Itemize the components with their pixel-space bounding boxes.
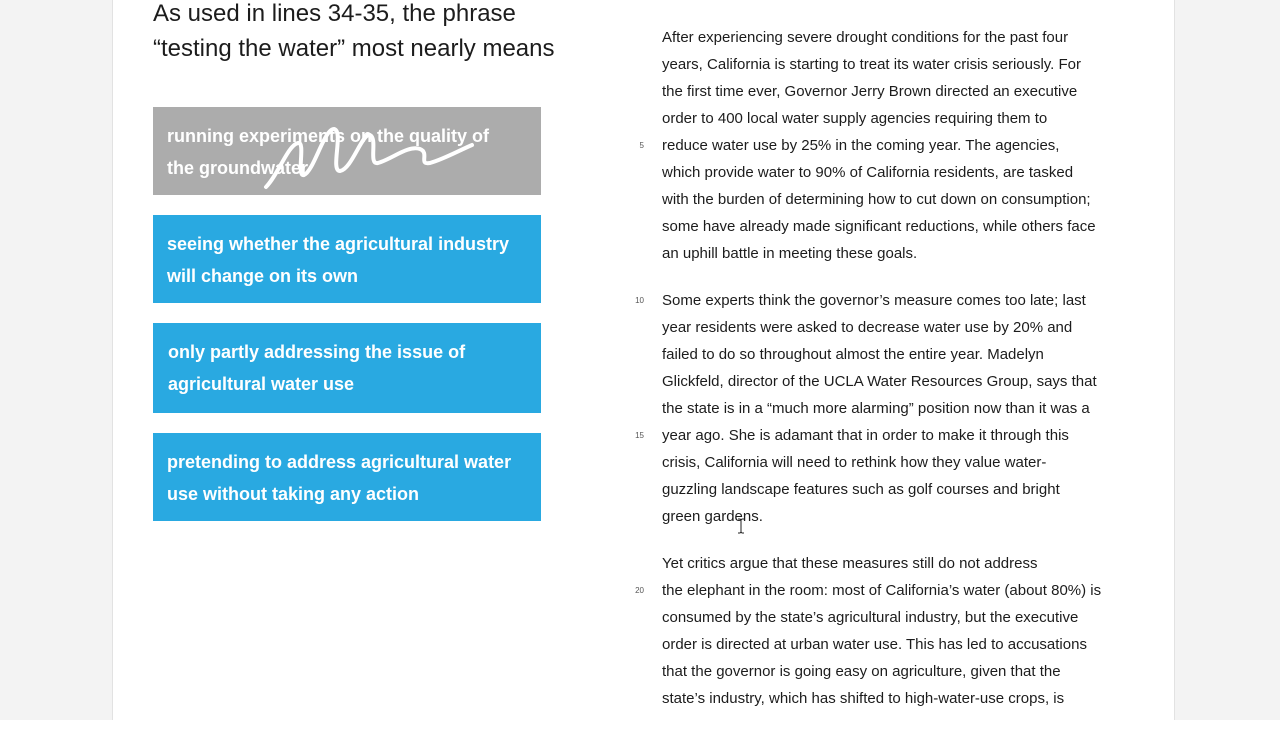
passage-line: that the governor is going easy on agriculture, given that the	[662, 663, 1061, 680]
passage-paragraph-3	[630, 550, 1120, 712]
line-number: 15	[635, 431, 644, 440]
question-prompt	[153, 0, 613, 66]
answer-choice-b-text: seeing whether the agricultural industry will change on its own	[167, 234, 510, 286]
passage-line: an uphill battle in meeting these goals.	[662, 245, 918, 262]
passage-line: Yet critics argue that these measures still do not address	[662, 555, 1038, 572]
answer-choice-b[interactable]	[153, 215, 541, 303]
line-number: 20	[635, 586, 644, 595]
answer-choice-d[interactable]	[153, 433, 541, 521]
passage-line: order is directed at urban water use. This has led to accusations	[662, 636, 1087, 653]
line-number: 5	[639, 141, 644, 150]
passage-line: Glickfeld, director of the UCLA Water Resources Group, says that	[662, 373, 1097, 390]
passage-line: year residents were asked to decrease water use by 20% and	[662, 319, 1073, 336]
answer-choice-c[interactable]	[153, 323, 541, 413]
passage-paragraph-2	[630, 287, 1120, 530]
answer-choice-c-text: only partly addressing the issue of agricultural water use	[168, 342, 466, 394]
passage-line: After experiencing severe drought conditions for the past four	[662, 29, 1069, 46]
answer-choice-d-text: pretending to address agricultural water use without taking any action	[167, 452, 512, 504]
passage-line: 10 Some experts think the governor’s measure comes too late; last	[630, 287, 1120, 314]
passage-line: order to 400 local water supply agencies requiring them to	[662, 110, 1048, 127]
text-cursor-icon	[737, 518, 745, 534]
passage-line: with the burden of determining how to cut down on consumption;	[662, 191, 1091, 208]
scribble-cross-out-icon	[258, 115, 478, 195]
passage-line: the state is in a “much more alarming” position now than it was a	[662, 400, 1090, 417]
reading-passage	[630, 24, 1120, 732]
passage-line: guzzling landscape features such as golf courses and bright	[662, 481, 1060, 498]
passage-line: failed to do so throughout almost the entire year. Madelyn	[662, 346, 1044, 363]
passage-paragraph-1	[630, 24, 1120, 267]
passage-line: some have already made significant reductions, while others face	[662, 218, 1096, 235]
answer-choice-a-text: running experiments on the quality of the groundwater	[167, 126, 490, 178]
passage-line: 15 year ago. She is adamant that in order to make it through this	[630, 422, 1120, 449]
passage-line: state’s industry, which has shifted to high-water-use crops, is	[662, 690, 1065, 707]
line-number: 10	[635, 296, 644, 305]
question-line-1: As used in lines 34-35, the phrase	[153, 0, 516, 27]
passage-line: 20 the elephant in the room: most of California’s water (about 80%) is	[630, 577, 1120, 604]
passage-line: the first time ever, Governor Jerry Brown directed an executive	[662, 83, 1078, 100]
passage-line: 5 reduce water use by 25% in the coming year. The agencies,	[630, 132, 1120, 159]
passage-line: consumed by the state’s agricultural industry, but the executive	[662, 609, 1079, 626]
passage-line: years, California is starting to treat its water crisis seriously. For	[662, 56, 1082, 73]
answer-choice-a[interactable]	[153, 107, 541, 195]
question-line-2: “testing the water” most nearly means	[153, 35, 555, 62]
passage-line: crisis, California will need to rethink how they value water-	[662, 454, 1047, 471]
passage-line: green gardens.	[662, 508, 763, 525]
passage-line: which provide water to 90% of California residents, are tasked	[662, 164, 1074, 181]
